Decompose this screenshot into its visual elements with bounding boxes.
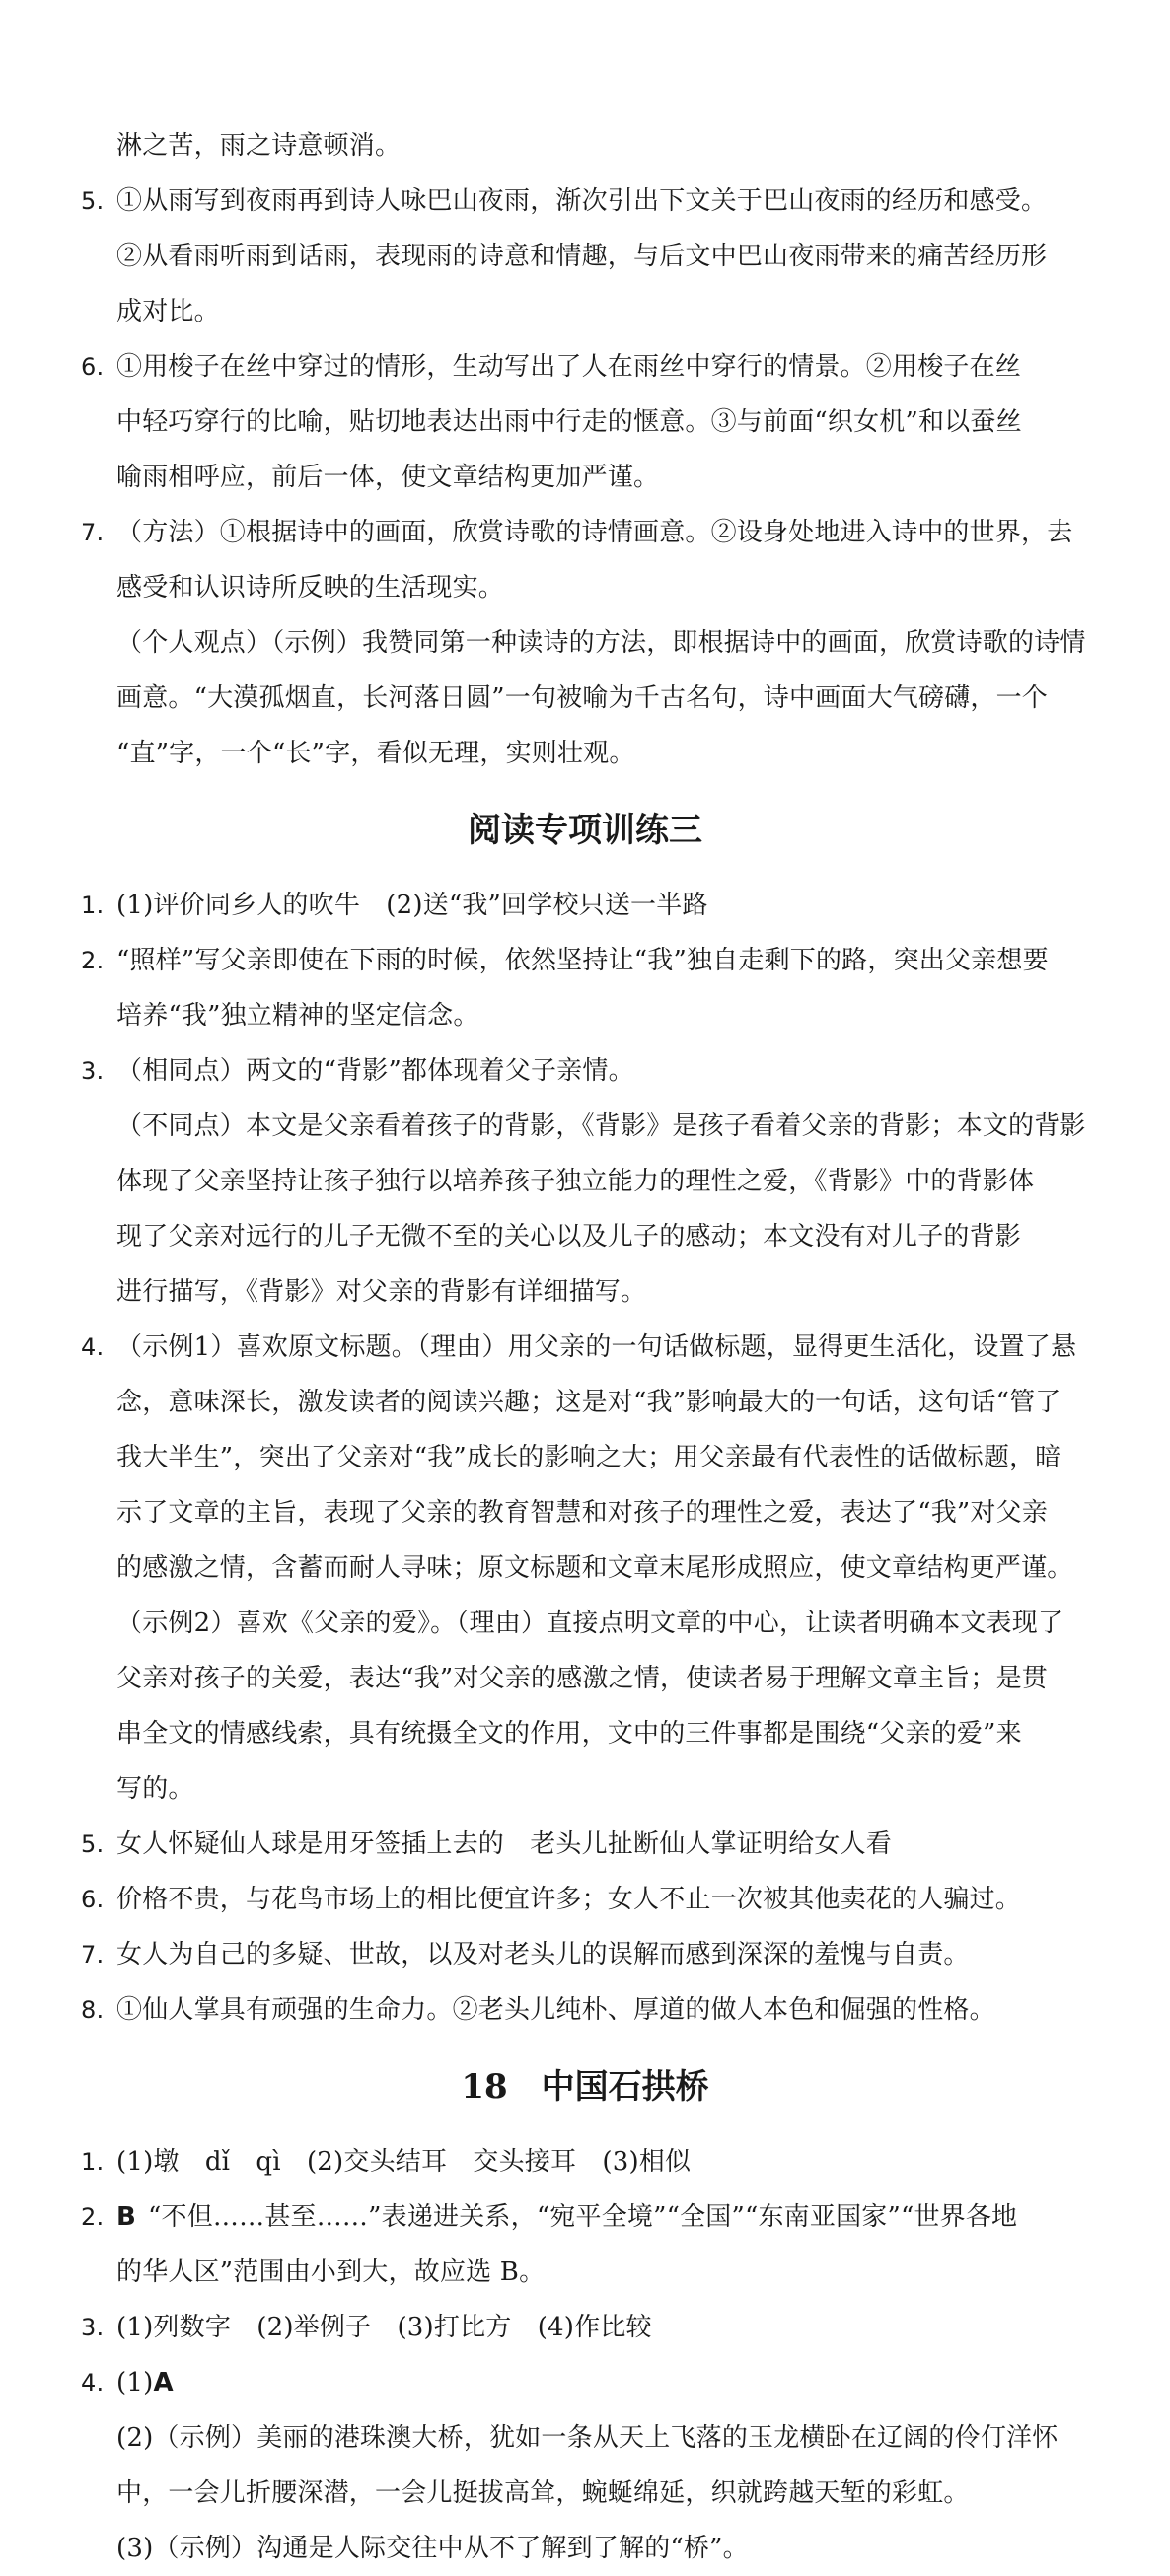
answer-line: 的感激之情，含蓄而耐人寻味；原文标题和文章末尾形成照应，使文章结构更严谨。 <box>116 1553 1073 1583</box>
answer-text: (1) <box>116 2368 154 2397</box>
answer-3 <box>81 1043 1089 1099</box>
answer-line: 中，一会儿折腰深潜，一会儿挺拔高耸，蜿蜒绵延，织就跨越天堑的彩虹。 <box>116 2478 970 2508</box>
answer-line: 成对比。 <box>116 297 220 326</box>
answer-line: 写的。 <box>116 1774 194 1804</box>
answer-5 <box>81 174 1089 229</box>
answer-number: 4. <box>81 2369 105 2397</box>
answer-line: 我大半生”，突出了父亲对“我”成长的影响之大；用父亲最有代表性的话做标题，暗 <box>116 1443 1061 1472</box>
section-title: 18 中国石拱桥 <box>461 2067 709 2107</box>
answer-number: 1. <box>81 2148 105 2176</box>
answer-line: 进行描写，《背影》对父亲的背影有详细描写。 <box>116 1277 647 1307</box>
answer-number: 8. <box>81 1996 105 2024</box>
answer-number: 6. <box>81 353 105 381</box>
answer-line: 中轻巧穿行的比喻，贴切地表达出雨中行走的惬意。③与前面“织女机”和以蚕丝 <box>116 407 1022 437</box>
answer-6 <box>81 339 1089 394</box>
answer-text: （相同点）两文的“背影”都体现着父子亲情。 <box>116 1056 634 1086</box>
answer-text: ①仙人掌具有顽强的生命力。②老头儿纯朴、厚道的做人本色和倔强的性格。 <box>116 1995 995 2025</box>
answer-text: (1)评价同乡人的吹牛 (2)送“我”回学校只送一半路 <box>116 891 708 920</box>
answer-5 <box>81 1817 1089 1872</box>
answer-text: 价格不贵，与花鸟市场上的相比便宜许多；女人不止一次被其他卖花的人骗过。 <box>116 1885 1022 1914</box>
answer-line: (2)（示例）美丽的港珠澳大桥，犹如一条从天上飞落的玉龙横卧在辽阔的伶仃洋怀 <box>116 2423 1059 2453</box>
answer-text: “照样”写父亲即使在下雨的时候，依然坚持让“我”独自走剩下的路，突出父亲想要 <box>116 946 1049 975</box>
answer-line: 的华人区”范围由小到大，故应选 B。 <box>116 2257 546 2287</box>
choice-letter: B <box>116 2202 137 2232</box>
answer-number: 5. <box>81 1830 105 1858</box>
answer-number: 3. <box>81 1057 105 1085</box>
answer-text: （示例1）喜欢原文标题。（理由）用父亲的一句话做标题，显得更生活化，设置了悬 <box>116 1332 1077 1362</box>
answer-number: 2. <box>81 947 105 974</box>
answer-4 <box>81 1320 1089 1375</box>
answer-line: “直”字，一个“长”字，看似无理，实则壮观。 <box>116 739 635 768</box>
answer-2 <box>81 933 1089 988</box>
answer-text: ①从雨写到夜雨再到诗人咏巴山夜雨，渐次引出下文关于巴山夜雨的经历和感受。 <box>116 186 1048 216</box>
answer-line: 感受和认识诗所反映的生活现实。 <box>116 573 505 603</box>
answer-4 <box>81 2355 1089 2410</box>
answer-line: 父亲对孩子的关爱，表达“我”对父亲的感激之情，使读者易于理解文章主旨；是贯 <box>116 1664 1048 1693</box>
answer-7 <box>81 1927 1089 1982</box>
answer-number: 4. <box>81 1333 105 1361</box>
answer-number: 7. <box>81 1941 105 1968</box>
answer-1 <box>81 2134 1089 2189</box>
answer-number: 2. <box>81 2203 105 2231</box>
answer-number: 5. <box>81 187 105 215</box>
answer-6 <box>81 1872 1089 1927</box>
answer-line: 串全文的情感线索，具有统摄全文的作用，文中的三件事都是围绕“父亲的爱”来 <box>116 1719 1022 1749</box>
answer-text: 女人为自己的多疑、世故，以及对老头儿的误解而感到深深的羞愧与自责。 <box>116 1940 970 1969</box>
choice-letter: A <box>153 2368 174 2397</box>
answer-line: ②从看雨听雨到话雨，表现雨的诗意和情趣，与后文中巴山夜雨带来的痛苦经历形 <box>116 242 1048 271</box>
answer-text: ①用梭子在丝中穿过的情形，生动写出了人在雨丝中穿行的情景。②用梭子在丝 <box>116 352 1022 382</box>
answer-3 <box>81 2300 1089 2355</box>
answer-line: （示例2）喜欢《父亲的爱》。（理由）直接点明文章的中心，让读者明确本文表现了 <box>116 1609 1064 1638</box>
answer-line: 念，意味深长，激发读者的阅读兴趣；这是对“我”影响最大的一句话，这句话“管了 <box>116 1388 1061 1417</box>
answer-line: （个人观点）（示例）我赞同第一种读诗的方法，即根据诗中的画面，欣赏诗歌的诗情 <box>116 628 1086 658</box>
answer-1 <box>81 878 1089 933</box>
answer-line: 现了父亲对远行的儿子无微不至的关心以及儿子的感动；本文没有对儿子的背影 <box>116 1222 1022 1252</box>
continuation-line: 淋之苦，雨之诗意顿消。 <box>116 131 402 161</box>
answer-text: （方法）①根据诗中的画面，欣赏诗歌的诗情画意。②设身处地进入诗中的世界，去 <box>116 518 1073 547</box>
answer-text: (1)墩 dǐ qì (2)交头结耳 交头接耳 (3)相似 <box>116 2147 692 2177</box>
answer-7 <box>81 505 1089 560</box>
answer-number: 3. <box>81 2314 105 2341</box>
answer-line: 示了文章的主旨，表现了父亲的教育智慧和对孩子的理性之爱，表达了“我”对父亲 <box>116 1498 1048 1528</box>
answer-line: （不同点）本文是父亲看着孩子的背影，《背影》是孩子看着父亲的背影；本文的背影 <box>116 1111 1086 1141</box>
answer-number: 7. <box>81 519 105 546</box>
answer-line: 体现了父亲坚持让孩子独行以培养孩子独立能力的理性之爱，《背影》中的背影体 <box>116 1167 1035 1196</box>
answer-line: 喻雨相呼应，前后一体，使文章结构更加严谨。 <box>116 463 660 492</box>
answer-text: (1)列数字 (2)举例子 (3)打比方 (4)作比较 <box>116 2313 652 2342</box>
answer-2 <box>81 2189 1089 2245</box>
section-title: 阅读专项训练三 <box>468 811 702 850</box>
answer-number: 1. <box>81 892 105 919</box>
answer-text: “不但……甚至……”表递进关系，“宛平全境”“全国”“东南亚国家”“世界各地 <box>148 2202 1018 2232</box>
answer-text: 女人怀疑仙人球是用牙签插上去的 老头儿扯断仙人掌证明给女人看 <box>116 1829 893 1859</box>
answer-number: 6. <box>81 1886 105 1913</box>
answer-line: 画意。“大漠孤烟直，长河落日圆”一句被喻为千古名句，诗中画面大气磅礴，一个 <box>116 683 1048 713</box>
answer-line: (3)（示例）沟通是人际交往中从不了解到了解的“桥”。 <box>116 2534 749 2563</box>
answer-8 <box>81 1982 1089 2038</box>
answer-line: 培养“我”独立精神的坚定信念。 <box>116 1001 479 1031</box>
